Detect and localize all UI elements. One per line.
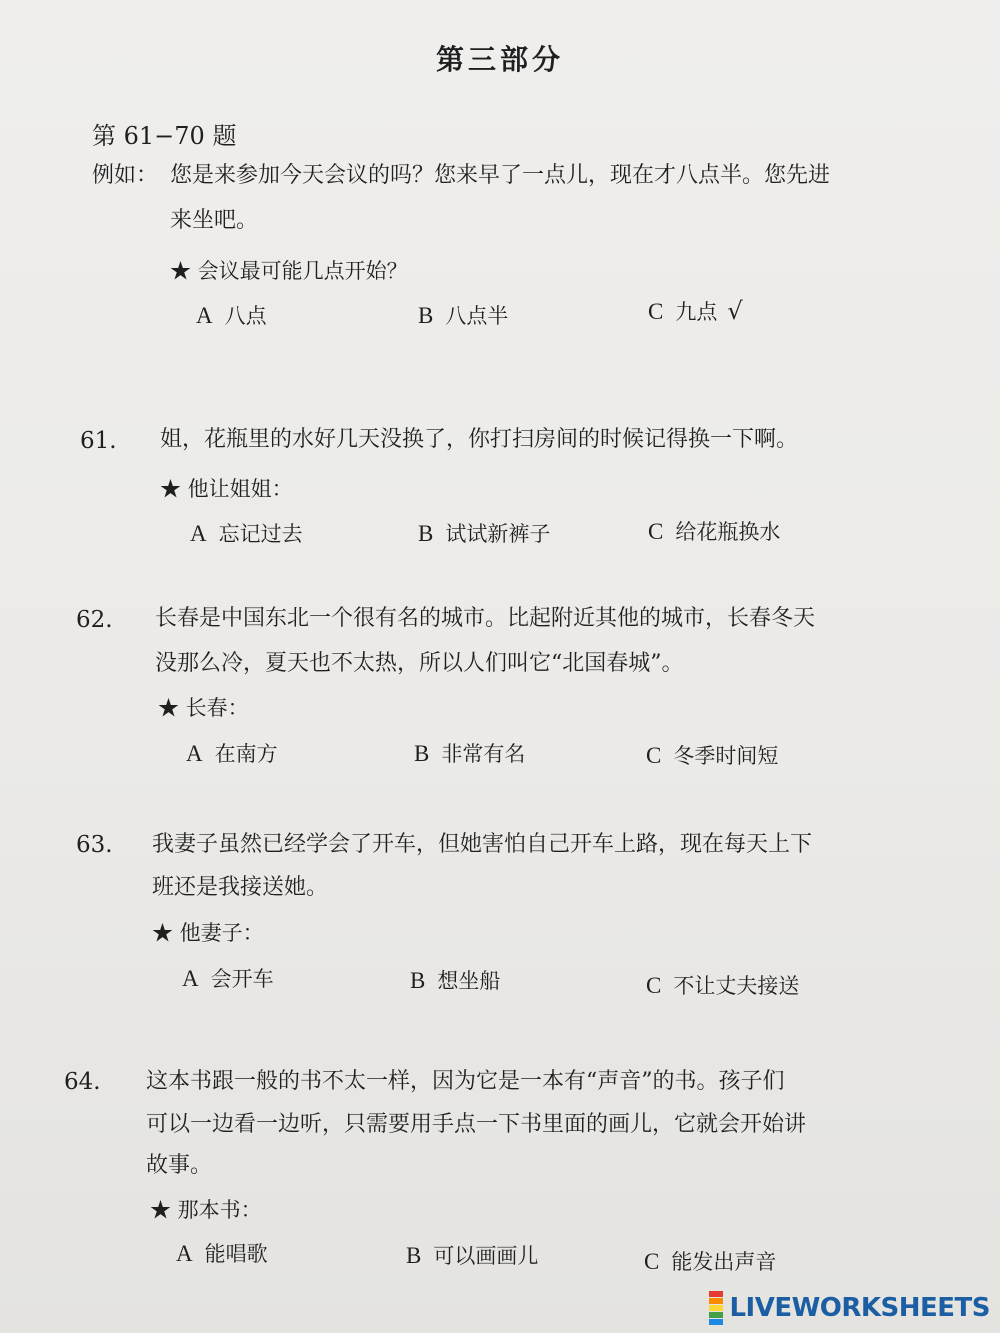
question-text-line-2: 没那么冷，夏天也不太热，所以人们叫它“北国春城”。 xyxy=(155,651,684,676)
option-text: 九点 xyxy=(675,300,718,324)
example-option-c[interactable] xyxy=(648,296,743,326)
option-text: 在南方 xyxy=(214,742,278,766)
question-prompt: ★ 他妻子： xyxy=(152,921,264,945)
example-label: 例如： xyxy=(92,163,159,188)
option-a[interactable] xyxy=(190,518,303,548)
option-letter: A xyxy=(190,521,207,546)
option-text: 会开车 xyxy=(210,967,274,991)
option-letter: C xyxy=(648,519,664,544)
question-prompt: ★ 长春： xyxy=(158,696,249,720)
option-letter: B xyxy=(418,521,434,546)
option-letter: A xyxy=(196,303,213,328)
option-letter: B xyxy=(410,968,426,993)
option-letter: C xyxy=(648,299,664,324)
question-text-line-1: 这本书跟一般的书不太一样，因为它是一本有“声音”的书。孩子们 xyxy=(146,1069,785,1094)
option-letter: B xyxy=(414,741,430,766)
example-text-line-2: 来坐吧。 xyxy=(170,208,259,233)
option-text: 可以画画儿 xyxy=(433,1244,539,1268)
watermark-text: LIVEWORKSHEETS xyxy=(729,1293,990,1323)
question-text-line-1: 我妻子虽然已经学会了开车，但她害怕自己开车上路，现在每天上下 xyxy=(152,832,813,857)
question-number: 62. xyxy=(76,607,113,633)
option-text: 不让丈夫接送 xyxy=(673,974,800,998)
option-text: 给花瓶换水 xyxy=(675,520,781,544)
option-text: 能唱歌 xyxy=(204,1242,268,1266)
page-title: 第三部分 xyxy=(435,43,564,76)
question-number: 64. xyxy=(64,1069,101,1095)
example-text-line-1: 您是来参加今天会议的吗？您来早了一点儿，现在才八点半。您先进 xyxy=(170,163,831,188)
option-letter: C xyxy=(646,743,662,768)
option-a[interactable] xyxy=(176,1238,268,1268)
logo-color-bars-icon xyxy=(709,1291,723,1325)
option-letter: C xyxy=(646,973,662,998)
question-range: 第 61−70 题 xyxy=(92,122,237,150)
question-text-line-2: 可以一边看一边听，只需要用手点一下书里面的画儿，它就会开始讲 xyxy=(146,1112,807,1137)
option-c[interactable] xyxy=(648,516,780,546)
option-letter: C xyxy=(644,1249,660,1274)
question-text-line-1: 姐，花瓶里的水好几天没换了，你打扫房间的时候记得换一下啊。 xyxy=(160,427,799,452)
option-letter: A xyxy=(186,741,203,766)
question-prompt: ★ 他让姐姐： xyxy=(160,477,293,501)
option-text: 八点半 xyxy=(445,304,509,328)
option-letter: A xyxy=(182,966,199,991)
question-prompt: ★ 那本书： xyxy=(150,1198,262,1222)
option-b[interactable] xyxy=(414,738,525,768)
checkmark-icon: √ xyxy=(727,297,743,325)
example-option-b[interactable] xyxy=(418,300,508,330)
question-text-line-1: 长春是中国东北一个很有名的城市。比起附近其他的城市，长春冬天 xyxy=(155,606,816,631)
question-number: 63. xyxy=(76,832,113,858)
option-text: 能发出声音 xyxy=(671,1250,777,1274)
option-text: 忘记过去 xyxy=(218,522,303,546)
option-a[interactable] xyxy=(186,738,278,768)
option-text: 八点 xyxy=(224,304,267,328)
question-text-line-3: 故事。 xyxy=(146,1153,213,1178)
option-letter: B xyxy=(406,1243,422,1268)
question-number: 61. xyxy=(80,428,117,454)
option-text: 非常有名 xyxy=(441,742,526,766)
option-text: 试试新裤子 xyxy=(445,522,551,546)
option-b[interactable] xyxy=(406,1240,538,1270)
option-c[interactable] xyxy=(644,1246,776,1276)
option-text: 想坐船 xyxy=(437,969,501,993)
option-text: 冬季时间短 xyxy=(673,744,779,768)
option-c[interactable] xyxy=(646,970,799,1000)
option-letter: B xyxy=(418,303,434,328)
option-letter: A xyxy=(176,1241,193,1266)
option-a[interactable] xyxy=(182,963,274,993)
option-b[interactable] xyxy=(418,518,550,548)
liveworksheets-logo xyxy=(709,1291,990,1325)
option-c[interactable] xyxy=(646,740,778,770)
option-b[interactable] xyxy=(410,965,500,995)
example-question: ★ 会议最可能几点开始？ xyxy=(170,259,408,283)
question-text-line-2: 班还是我接送她。 xyxy=(152,875,329,900)
example-option-a[interactable] xyxy=(196,300,267,330)
